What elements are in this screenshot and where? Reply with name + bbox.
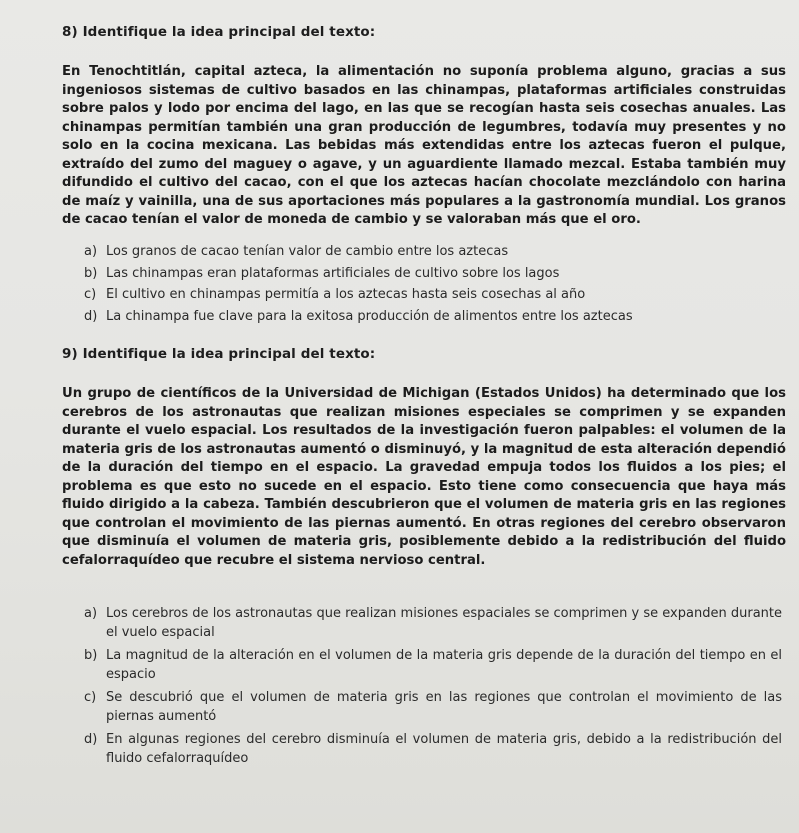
option-letter: b) [84, 648, 98, 663]
option-text: La chinampa fue clave para la exitosa producción de alimentos entre los aztecas [106, 308, 633, 324]
option-text: El cultivo en chinampas permitía a los aztecas hasta seis cosechas al año [106, 287, 586, 302]
question-8-option-b[interactable] [84, 265, 784, 287]
question-8-passage: En Tenochtitlán, capital azteca, la alimentación no suponía problema alguno, gracias a sus ingeniosos sistemas de cultivo basados en las chinampas, plataformas artificiales construidas sobre palos y lodo por encima del lago, en las que se recogían hasta seis cosechas anuales. Las chinampas permitían también una gran producción de legumbres, todavía muy presentes y no solo en la cocina mexicana. Las bebidas más extendidas entre los aztecas fueron el pulque, extraído del zumo del maguey o agave, y un aguardiente llamado mezcal. Estaba también muy difundido el cultivo del cacao, con el que los aztecas hacían chocolate mezclándolo con harina de maíz y vainilla, una de sus aportaciones más populares a la gastronomía mundial. Los granos de cacao tenían el valor de moneda de cambio y se valoraban más que el oro. [62, 64, 786, 227]
question-8-option-c[interactable] [84, 286, 784, 308]
option-letter: c) [84, 287, 97, 302]
option-letter: a) [84, 606, 98, 621]
question-9-passage: Un grupo de científicos de la Universidad de Michigan (Estados Unidos) ha determinado que los cerebros de los astronautas que realizan misiones especiales se comprimen y se expanden durante el vuelo espacial. Los resultados de la investigación fueron palpables: el volumen de la materia gris de los astronautas aumentó o disminuyó, y la magnitud de esta alteración dependió de la duración del tiempo en el espacio. La gravedad empuja todos los fluidos a los pies; el problema es que esto no sucede en el espacio. Esto tiene como consecuencia que haya más fluido dirigido a la cabeza. También descubrieron que el volumen de materia gris en las regiones que controlan el movimiento de las piernas aumentó. En otras regiones del cerebro observaron que disminuía el volumen de materia gris, posiblemente debido a la redistribución del fluido cefalorraquídeo que recubre el sistema nervioso central. [62, 386, 786, 568]
option-letter: a) [84, 244, 98, 259]
question-9-heading: 9) Identifique la idea principal del texto: [62, 346, 376, 362]
question-9-option-a[interactable] [84, 605, 782, 642]
option-text: La magnitud de la alteración en el volumen de la materia gris depende de la duración del tiempo en el espacio [106, 648, 782, 682]
option-text: Los cerebros de los astronautas que realizan misiones espaciales se comprimen y se expanden durante el vuelo espacial [106, 606, 782, 640]
option-letter: d) [84, 732, 98, 747]
question-8-options [84, 243, 784, 329]
question-9-options [84, 605, 782, 773]
question-8-option-a[interactable] [84, 243, 784, 265]
option-text: Las chinampas eran plataformas artificiales de cultivo sobre los lagos [106, 265, 560, 281]
question-9-option-d[interactable] [84, 731, 782, 768]
option-text: Se descubrió que el volumen de materia gris en las regiones que controlan el movimiento de las piernas aumentó [106, 690, 782, 724]
option-text: Los granos de cacao tenían valor de cambio entre los aztecas [106, 244, 509, 259]
option-letter: d) [84, 308, 98, 324]
option-letter: b) [84, 265, 98, 281]
question-9-option-b[interactable] [84, 647, 782, 684]
question-8-heading: 8) Identifique la idea principal del texto: [62, 24, 376, 40]
question-9-option-c[interactable] [84, 689, 782, 726]
option-text: En algunas regiones del cerebro disminuía el volumen de materia gris, debido a la redistribución del fluido cefalorraquídeo [106, 732, 782, 766]
question-8-option-d[interactable] [84, 308, 784, 330]
option-letter: c) [84, 690, 97, 705]
